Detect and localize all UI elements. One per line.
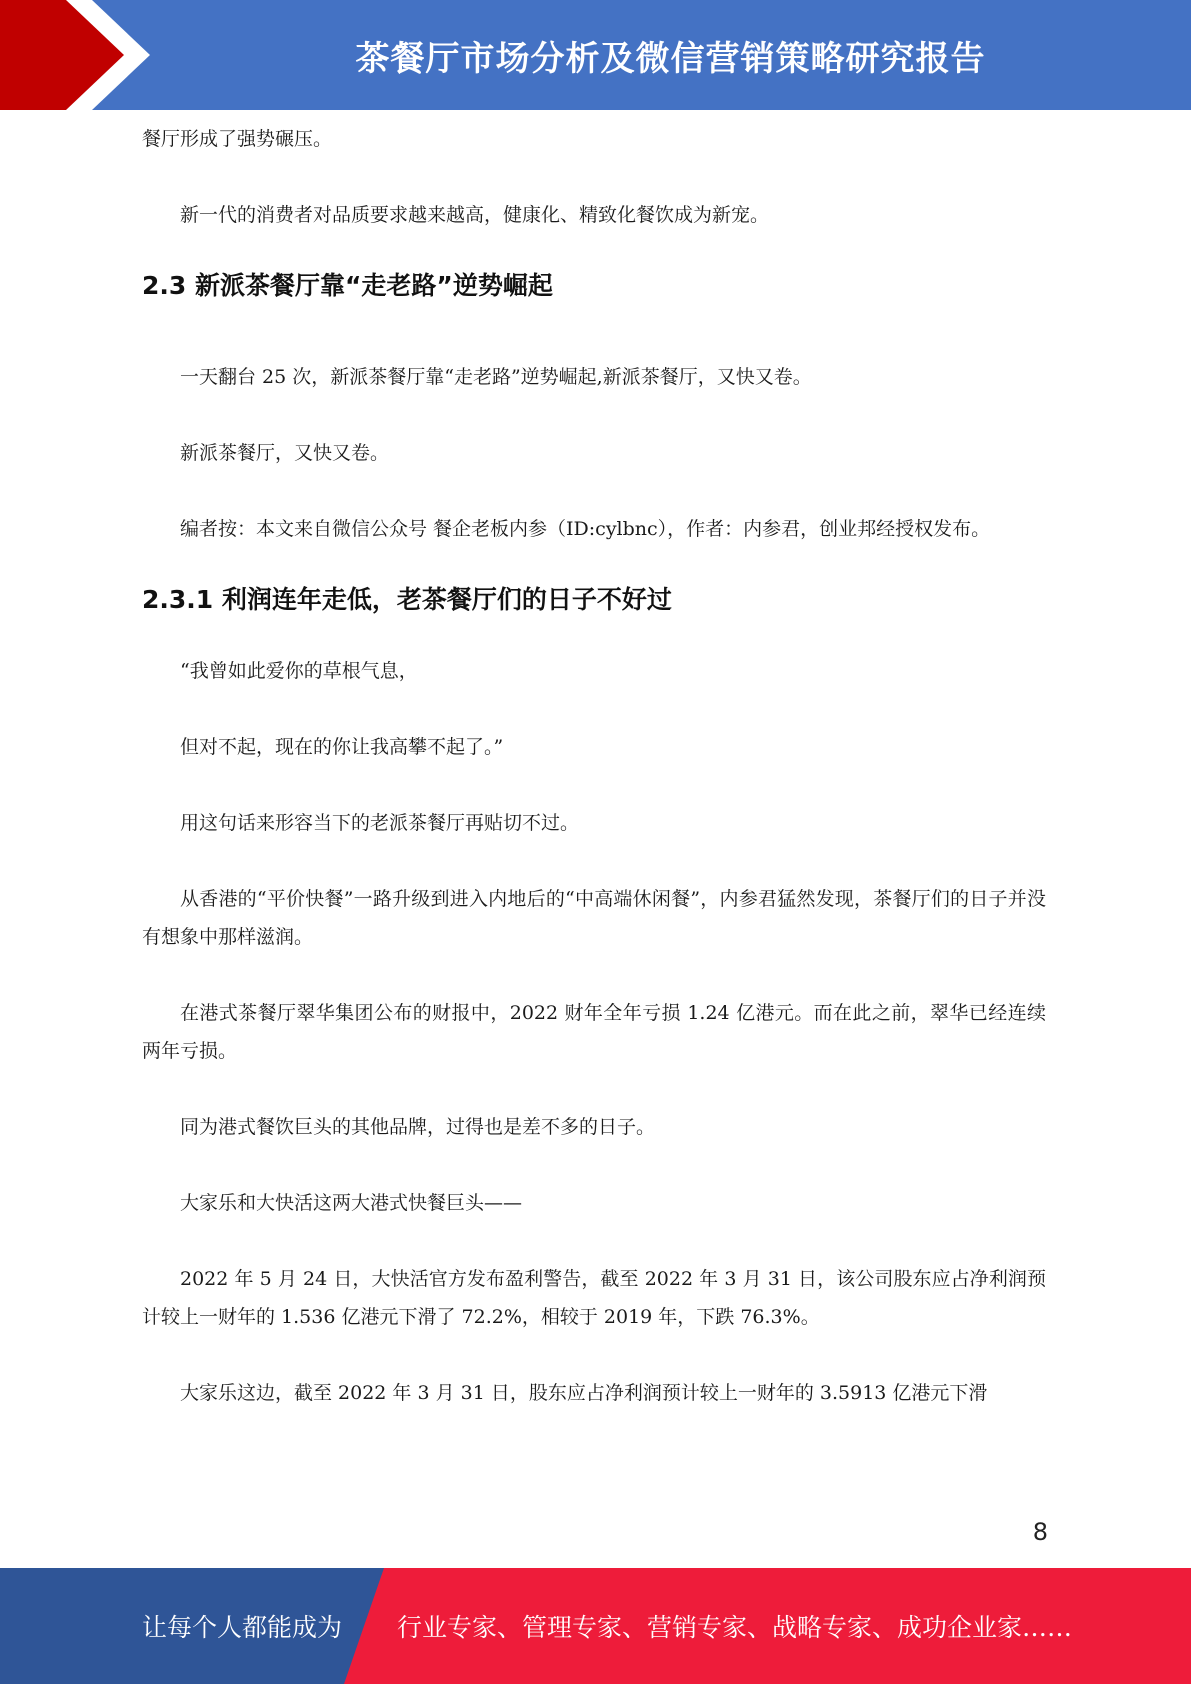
paragraph: 同为港式餐饮巨头的其他品牌，过得也是差不多的日子。 [180, 1116, 656, 1138]
paragraph: “我曾如此爱你的草根气息， [180, 660, 418, 682]
subsection-heading: 2.3.1 利润连年走低，老茶餐厅们的日子不好过 [142, 585, 672, 614]
paragraph: 新一代的消费者对品质要求越来越高，健康化、精致化餐饮成为新宠。 [180, 204, 770, 226]
document-body [142, 120, 1046, 1412]
paragraph: 大家乐这边，截至 2022 年 3 月 31 日，股东应占净利润预计较上一财年的 3.5913 亿港元下滑 [180, 1382, 988, 1404]
section-heading: 2.3 新派茶餐厅靠“走老路”逆势崛起 [142, 271, 553, 300]
paragraph: 一天翻台 25 次，新派茶餐厅靠“走老路”逆势崛起,新派茶餐厅，又快又卷。 [180, 366, 812, 388]
footer-slogan-right: 行业专家、管理专家、营销专家、战略专家、成功企业家…… [397, 1613, 1073, 1642]
paragraph: 新派茶餐厅，又快又卷。 [180, 442, 390, 464]
paragraph: 但对不起，现在的你让我高攀不起了。” [180, 736, 504, 758]
paragraph: 用这句话来形容当下的老派茶餐厅再贴切不过。 [180, 812, 580, 834]
paragraph: 编者按：本文来自微信公众号 餐企老板内参（ID:cylbnc），作者：内参君，创业邦经授权发布。 [180, 518, 991, 540]
paragraph: 从香港的“平价快餐”一路升级到进入内地后的“中高端休闲餐”，内参君猛然发现，茶餐厅们的日子并没有想象中那样滋润。 [142, 888, 1046, 948]
paragraph: 餐厅形成了强势碾压。 [142, 128, 333, 150]
paragraph: 大家乐和大快活这两大港式快餐巨头—— [180, 1192, 523, 1214]
footer-slogan-left: 让每个人都能成为 [142, 1613, 343, 1642]
report-title: 茶餐厅市场分析及微信营销策略研究报告 [355, 38, 986, 79]
page-footer [0, 1568, 1191, 1684]
paragraph: 在港式茶餐厅翠华集团公布的财报中，2022 财年全年亏损 1.24 亿港元。而在此之前，翠华已经连续两年亏损。 [142, 1002, 1046, 1062]
header-arrow-decoration [0, 0, 160, 110]
page-number: 8 [1032, 1518, 1048, 1546]
paragraph: 2022 年 5 月 24 日，大快活官方发布盈利警告，截至 2022 年 3 月 31 日，该公司股东应占净利润预计较上一财年的 1.536 亿港元下滑了 72.2%，相较于 2019 年，下跌 76.3%。 [142, 1268, 1046, 1328]
page-header [0, 0, 1191, 110]
